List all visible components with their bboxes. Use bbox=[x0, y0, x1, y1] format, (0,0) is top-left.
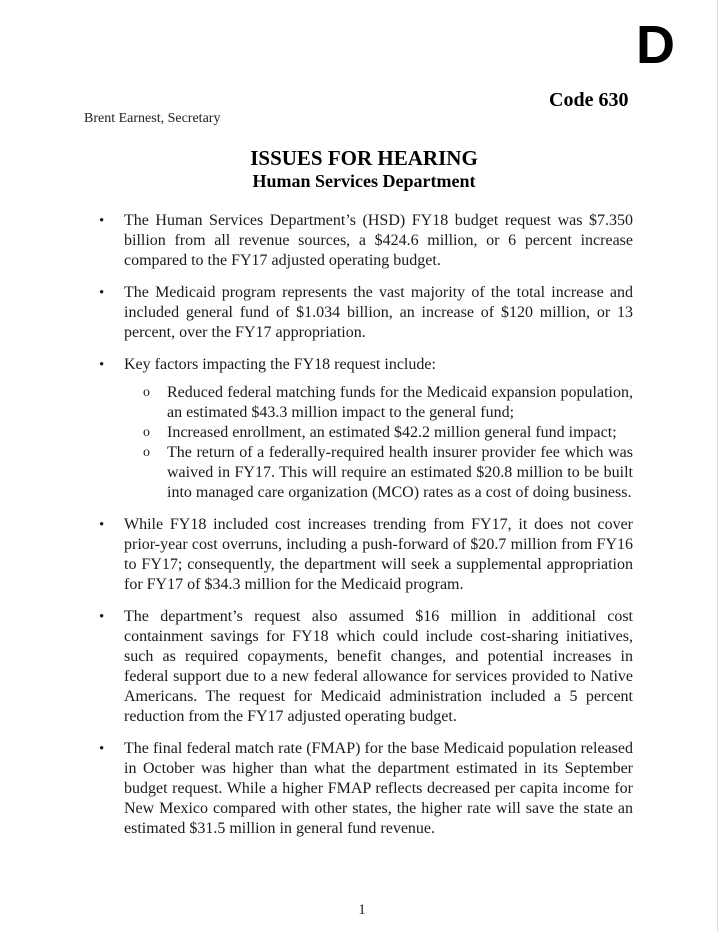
bullet-dot-icon: • bbox=[99, 213, 105, 229]
bullet-dot-icon: • bbox=[99, 285, 105, 301]
issue-bullet bbox=[93, 739, 633, 839]
key-factors-sublist bbox=[124, 383, 633, 503]
bullet-dot-icon: • bbox=[99, 609, 105, 625]
exhibit-letter-mark: D bbox=[636, 15, 675, 75]
page-edge bbox=[717, 0, 718, 932]
sub-bullet-text: Increased enrollment, an estimated $42.2 million general fund impact; bbox=[167, 424, 617, 441]
key-factor-item bbox=[141, 423, 633, 443]
secretary-name: Brent Earnest, Secretary bbox=[84, 111, 221, 126]
page-number: 1 bbox=[358, 902, 366, 918]
bullet-dot-icon: • bbox=[99, 357, 105, 373]
issue-bullet bbox=[93, 211, 633, 271]
sub-bullet-circle-icon: o bbox=[143, 425, 150, 440]
issue-bullet bbox=[93, 515, 633, 595]
issue-bullet bbox=[93, 607, 633, 727]
issue-bullet bbox=[93, 283, 633, 343]
bullet-dot-icon: • bbox=[99, 517, 105, 533]
bullet-text: The Human Services Department’s (HSD) FY18 budget request was $7.350 billion from all revenue sources, a $424.6 million, or 6 percent increase compared to the FY17 adjusted operating budget. bbox=[124, 212, 633, 269]
bullet-text: The department’s request also assumed $16 million in additional cost containment savings for FY18 which could include cost-sharing initiatives, such as required copayments, benefit changes, and potential increases in federal support due to a new federal allowance for services provided to Native Americans. The request for Medicaid administration included a 5 percent reduction from the FY17 adjusted operating budget. bbox=[124, 608, 633, 725]
bullet-text: While FY18 included cost increases trending from FY17, it does not cover prior-year cost overruns, including a push-forward of $20.7 million from FY16 to FY17; consequently, the department will seek a supplemental appropriation for FY17 of $34.3 million for the Medicaid program. bbox=[124, 516, 633, 593]
key-factor-item bbox=[141, 443, 633, 503]
sub-bullet-circle-icon: o bbox=[143, 445, 150, 460]
agency-code: Code 630 bbox=[549, 89, 629, 111]
document-title: ISSUES FOR HEARING bbox=[250, 146, 478, 170]
sub-bullet-text: The return of a federally-required health insurer provider fee which was waived in FY17. This will require an estimated $20.8 million to be built into managed care organization (MCO) rates as a cost of doing business. bbox=[167, 444, 633, 501]
sub-bullet-text: Reduced federal matching funds for the Medicaid expansion population, an estimated $43.3 million impact to the general fund; bbox=[167, 384, 633, 421]
issue-bullet bbox=[93, 355, 633, 503]
bullet-text: The Medicaid program represents the vast majority of the total increase and included general fund of $1.034 billion, an increase of $120 million, or 13 percent, over the FY17 appropriation. bbox=[124, 284, 633, 341]
bullet-dot-icon: • bbox=[99, 741, 105, 757]
sub-bullet-circle-icon: o bbox=[143, 385, 150, 400]
bullet-text: The final federal match rate (FMAP) for the base Medicaid population released in October was higher than what the department estimated in its September budget request. While a higher FMAP reflects decreased per capita income for New Mexico compared with other states, the higher rate will save the state an estimated $31.5 million in general fund revenue. bbox=[124, 740, 633, 837]
issues-list bbox=[93, 211, 633, 851]
department-subtitle: Human Services Department bbox=[252, 171, 476, 191]
key-factor-item bbox=[141, 383, 633, 423]
bullet-text: Key factors impacting the FY18 request include: bbox=[124, 356, 436, 373]
